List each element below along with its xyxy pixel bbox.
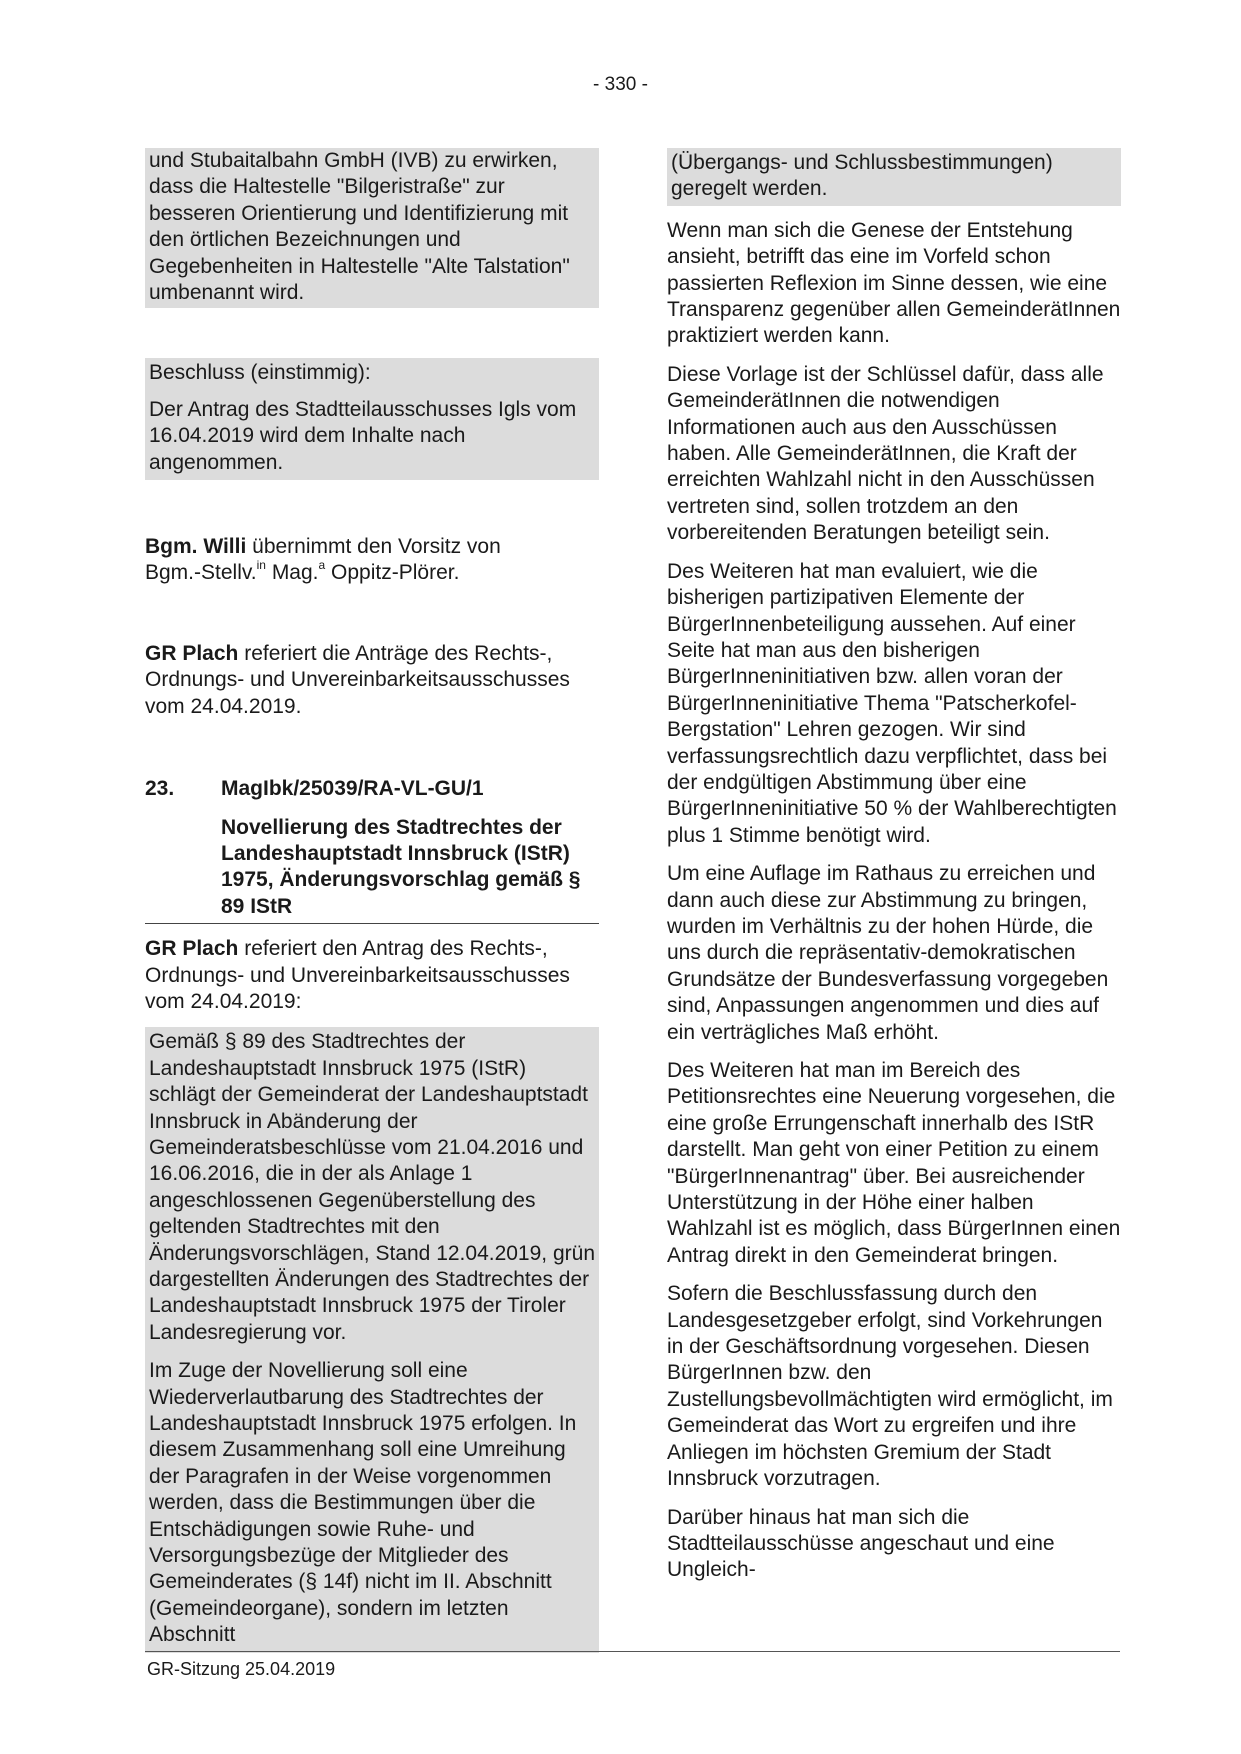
body-paragraph: Sofern die Beschlussfassung durch den Landesgesetzgeber erfolgt, sind Vorkehrungen in der Geschäftsordnung vorgesehen. Diesen BürgerInnen bzw. den Zustellungsbevollmächtigten wird ermöglicht, im Gemeinderat das Wort zu ergreifen und ihre Anliegen im höchsten Gremium der Stadt Innsbruck vorzutragen. — [667, 1282, 1113, 1491]
speaker-name: GR Plach — [145, 937, 239, 961]
chair-title: Bgm.-Stellv. — [145, 561, 257, 585]
agenda-item-heading — [145, 776, 599, 924]
agenda-item-number: 23. — [145, 777, 175, 801]
resolution-text: Der Antrag des Stadtteilausschusses Igls vom 16.04.2019 wird dem Inhalte nach angenommen. — [149, 397, 577, 474]
speaker-name: Bgm. Willi — [145, 535, 247, 559]
footer-session-date: GR-Sitzung 25.04.2019 — [147, 1659, 336, 1679]
report-text: referiert die Anträge des Rechts-, Ordnungs- und Unvereinbarkeitsausschusses vom 24.04.2019. — [145, 641, 570, 718]
chair-sup-in: in — [256, 558, 266, 573]
chair-person: Oppitz-Plörer. — [325, 561, 460, 585]
agenda-item-title: Novellierung des Stadtrechtes der Landeshauptstadt Innsbruck (IStR) 1975, Änderungsvorschlag gemäß § 89 IStR — [221, 815, 581, 918]
chair-change-note — [145, 534, 599, 587]
motion-box — [145, 1027, 599, 1652]
motion-paragraph-2: Im Zuge der Novellierung soll eine Wiederverlautbarung des Stadtrechtes der Landeshauptstadt Innsbruck 1975 erfolgen. In diesem Zusammenhang soll eine Umreihung der Paragrafen in der Weise vorgenommen werden, dass die Bestimmungen über die Entschädigungen sowie Ruhe- und Versorgungsbezüge der Mitglieder des Gemeinderates (§ 14f) nicht im II. Abschnitt (Gemeindeorgane), sondern im letzten Abschnitt — [149, 1359, 577, 1647]
resolution-box — [145, 358, 599, 480]
left-column — [145, 148, 599, 1653]
footer-divider — [145, 1651, 1120, 1652]
resolution-label: Beschluss (einstimmig): — [149, 361, 371, 385]
body-paragraph: Wenn man sich die Genese der Entstehung ansieht, betrifft das eine im Vorfeld schon passierten Reflexion im Sinne dessen, wie eine Transparenz gegenüber allen GemeinderätInnen praktiziert werden kann. — [667, 218, 1121, 348]
report-text: referiert den Antrag des Rechts-, Ordnungs- und Unvereinbarkeitsausschusses vom 24.04.2019: — [145, 937, 570, 1013]
agenda-item-reference: MagIbk/25039/RA-VL-GU/1 — [221, 777, 484, 801]
speaker-name: GR Plach — [145, 641, 239, 665]
report-note-1 — [145, 641, 599, 720]
chair-text: übernimmt den Vorsitz von — [246, 535, 501, 559]
body-paragraph: Darüber hinaus hat man sich die Stadtteilausschüsse angeschaut und eine Ungleich- — [667, 1505, 1055, 1582]
right-column — [667, 148, 1121, 1584]
body-paragraph: Diese Vorlage ist der Schlüssel dafür, dass alle GemeinderätInnen die notwendigen Informationen auch aus den Ausschüssen haben. Alle GemeinderätInnen, die Kraft der erreichten Wahlzahl nicht in den Ausschüssen vertreten sind, sollen trotzdem an den vorbereitenden Beratungen beteiligt sein. — [667, 362, 1104, 545]
continuation-block: (Übergangs- und Schlussbestimmungen) geregelt werden. — [667, 148, 1121, 206]
continuation-block: und Stubaitalbahn GmbH (IVB) zu erwirken, dass die Haltestelle "Bilgeristraße" zur besseren Orientierung und Identifizierung mit den örtlichen Bezeichnungen und Gegebenheiten in Haltestelle "Alte Talstation" umbenannt wird. — [145, 148, 599, 308]
chair-mag: Mag. — [265, 561, 319, 585]
motion-paragraph-1: Gemäß § 89 des Stadtrechtes der Landeshauptstadt Innsbruck 1975 (IStR) schlägt der Gemeinderat der Landeshauptstadt Innsbruck in Abänderung der Gemeinderatsbeschlüsse vom 21.04.2016 und 16.06.2016, die in der als Anlage 1 angeschlossenen Gegenüberstellung des geltenden Stadtrechtes mit den Änderungsvorschlägen, Stand 12.04.2019, grün dargestellten Änderungen des Stadtrechtes der Landeshauptstadt Innsbruck 1975 der Tiroler Landesregierung vor. — [149, 1030, 595, 1344]
body-paragraph: Des Weiteren hat man evaluiert, wie die bisherigen partizipativen Elemente der BürgerInnenbeteiligung aussehen. Auf einer Seite hat man aus den bisherigen BürgerInneninitiativen bzw. allen voran der BürgerInneninitiative Thema "Patscherkofel-Bergstation" Lehren gezogen. Wir sind verfassungsrechtlich dazu verpflichtet, dass bei der endgültigen Abstimmung über eine BürgerInneninitiative 50 % der Wahlberechtigten plus 1 Stimme benötigt wird. — [667, 559, 1117, 847]
page-number: - 330 - — [593, 74, 648, 95]
report-note-2 — [145, 936, 599, 1015]
body-paragraph: Des Weiteren hat man im Bereich des Petitionsrechtes eine Neuerung vorgesehen, die eine große Errungenschaft innerhalb des IStR darstellt. Man geht von einer Petition zu einem "BürgerInnenantrag" über. Bei ausreichender Unterstützung in der Höhe einer halben Wahlzahl ist es möglich, dass BürgerInnen einen Antrag direkt in den Gemeinderat bringen. — [667, 1059, 1121, 1267]
chair-sup-a: a — [318, 558, 326, 573]
body-paragraph: Um eine Auflage im Rathaus zu erreichen und dann auch diese zur Abstimmung zu bringen, wurden im Verhältnis zu der hohen Hürde, die uns durch die repräsentativ-demokratischen Grundsätze der Bundesverfassung vorgegeben sind, Anpassungen angenommen und dies auf ein verträgliches Maß erhöht. — [667, 862, 1109, 1044]
